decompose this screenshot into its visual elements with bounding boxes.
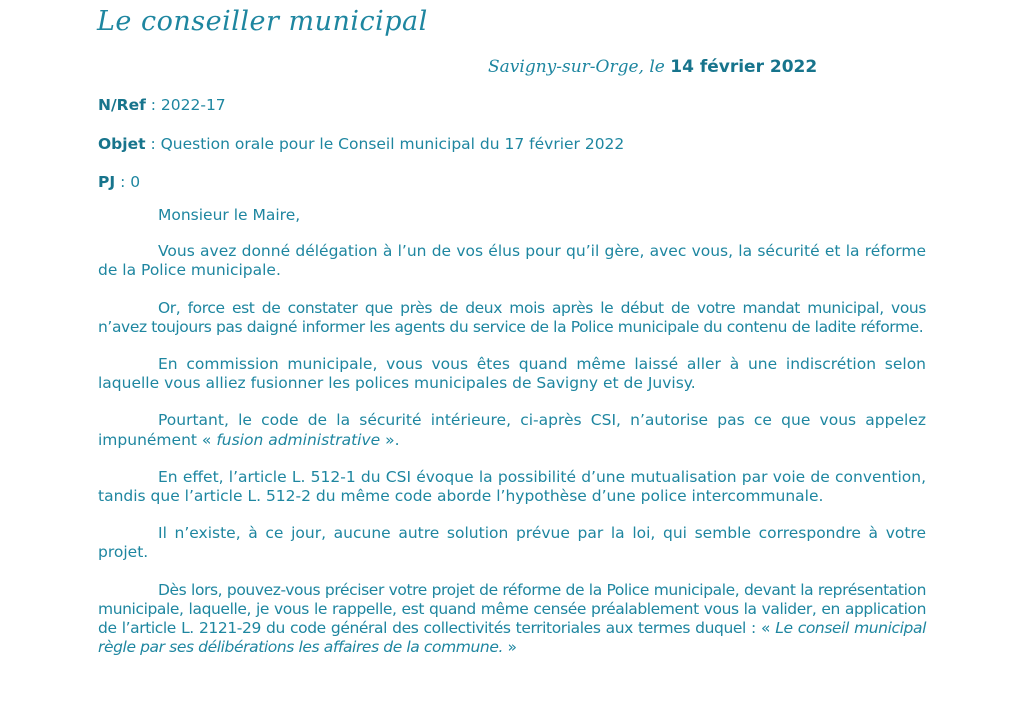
letter-body bbox=[98, 206, 926, 675]
paragraph-4 bbox=[98, 411, 926, 449]
subject-label: Objet bbox=[98, 135, 146, 153]
reference-line bbox=[98, 96, 226, 114]
paragraph-7-text: Dès lors, pouvez-vous préciser votre projet de réforme de la Police municipale, devant la représentation municipale, laquelle, je vous le rappelle, est quand même censée préalablement vous la valider, en application de l’article L. 2121-29 du code général des collectivités territoriales aux termes duquel : « bbox=[98, 580, 926, 638]
paragraph-7 bbox=[98, 581, 926, 658]
paragraph-4-end: ». bbox=[380, 430, 400, 449]
subject-line bbox=[98, 135, 624, 153]
place: Savigny-sur-Orge, le bbox=[488, 57, 665, 77]
legal-quote: Le conseil municipal règle par ses délibérations les affaires de la commune. bbox=[98, 619, 926, 657]
paragraph-6: Il n’existe, à ce jour, aucune autre solution prévue par la loi, qui semble correspondre à votre projet. bbox=[98, 524, 926, 562]
paragraph-7-end: » bbox=[503, 638, 517, 657]
paragraph-5: En effet, l’article L. 512-1 du CSI évoque la possibilité d’une mutualisation par voie de convention, tandis que l’article L. 512-2 du même code aborde l’hypothèse d’une police intercommunale. bbox=[98, 467, 926, 506]
paragraph-3: En commission municipale, vous vous êtes quand même laissé aller à une indiscrétion selon laquelle vous alliez fusionner les polices municipales de Savigny et de Juvisy. bbox=[98, 355, 926, 393]
quoted-term: fusion administrative bbox=[216, 430, 381, 449]
attachments-label: PJ bbox=[98, 173, 116, 191]
sender-title: Le conseiller municipal bbox=[97, 6, 428, 37]
attachments-value: : 0 bbox=[115, 173, 141, 191]
reference-value: : 2022-17 bbox=[145, 96, 226, 114]
paragraph-2: Or, force est de constater que près de deux mois après le début de votre mandat municipal, vous n’avez toujours pas daigné informer les agents du service de la Police municipale du contenu de ladite réforme. bbox=[98, 298, 926, 336]
paragraph-4-text: Pourtant, le code de la sécurité intérieure, ci-après CSI, n’autorise pas ce que vous appelez impunément « bbox=[98, 411, 926, 449]
date: 14 février 2022 bbox=[670, 57, 818, 77]
reference-label: N/Ref bbox=[98, 96, 146, 114]
paragraph-1: Vous avez donné délégation à l’un de vos élus pour qu’il gère, avec vous, la sécurité et la réforme de la Police municipale. bbox=[98, 242, 926, 280]
attachments-line bbox=[98, 173, 140, 191]
subject-value: : Question orale pour le Conseil municipal du 17 février 2022 bbox=[145, 135, 625, 153]
dateline bbox=[488, 57, 817, 77]
salutation: Monsieur le Maire, bbox=[158, 206, 301, 224]
